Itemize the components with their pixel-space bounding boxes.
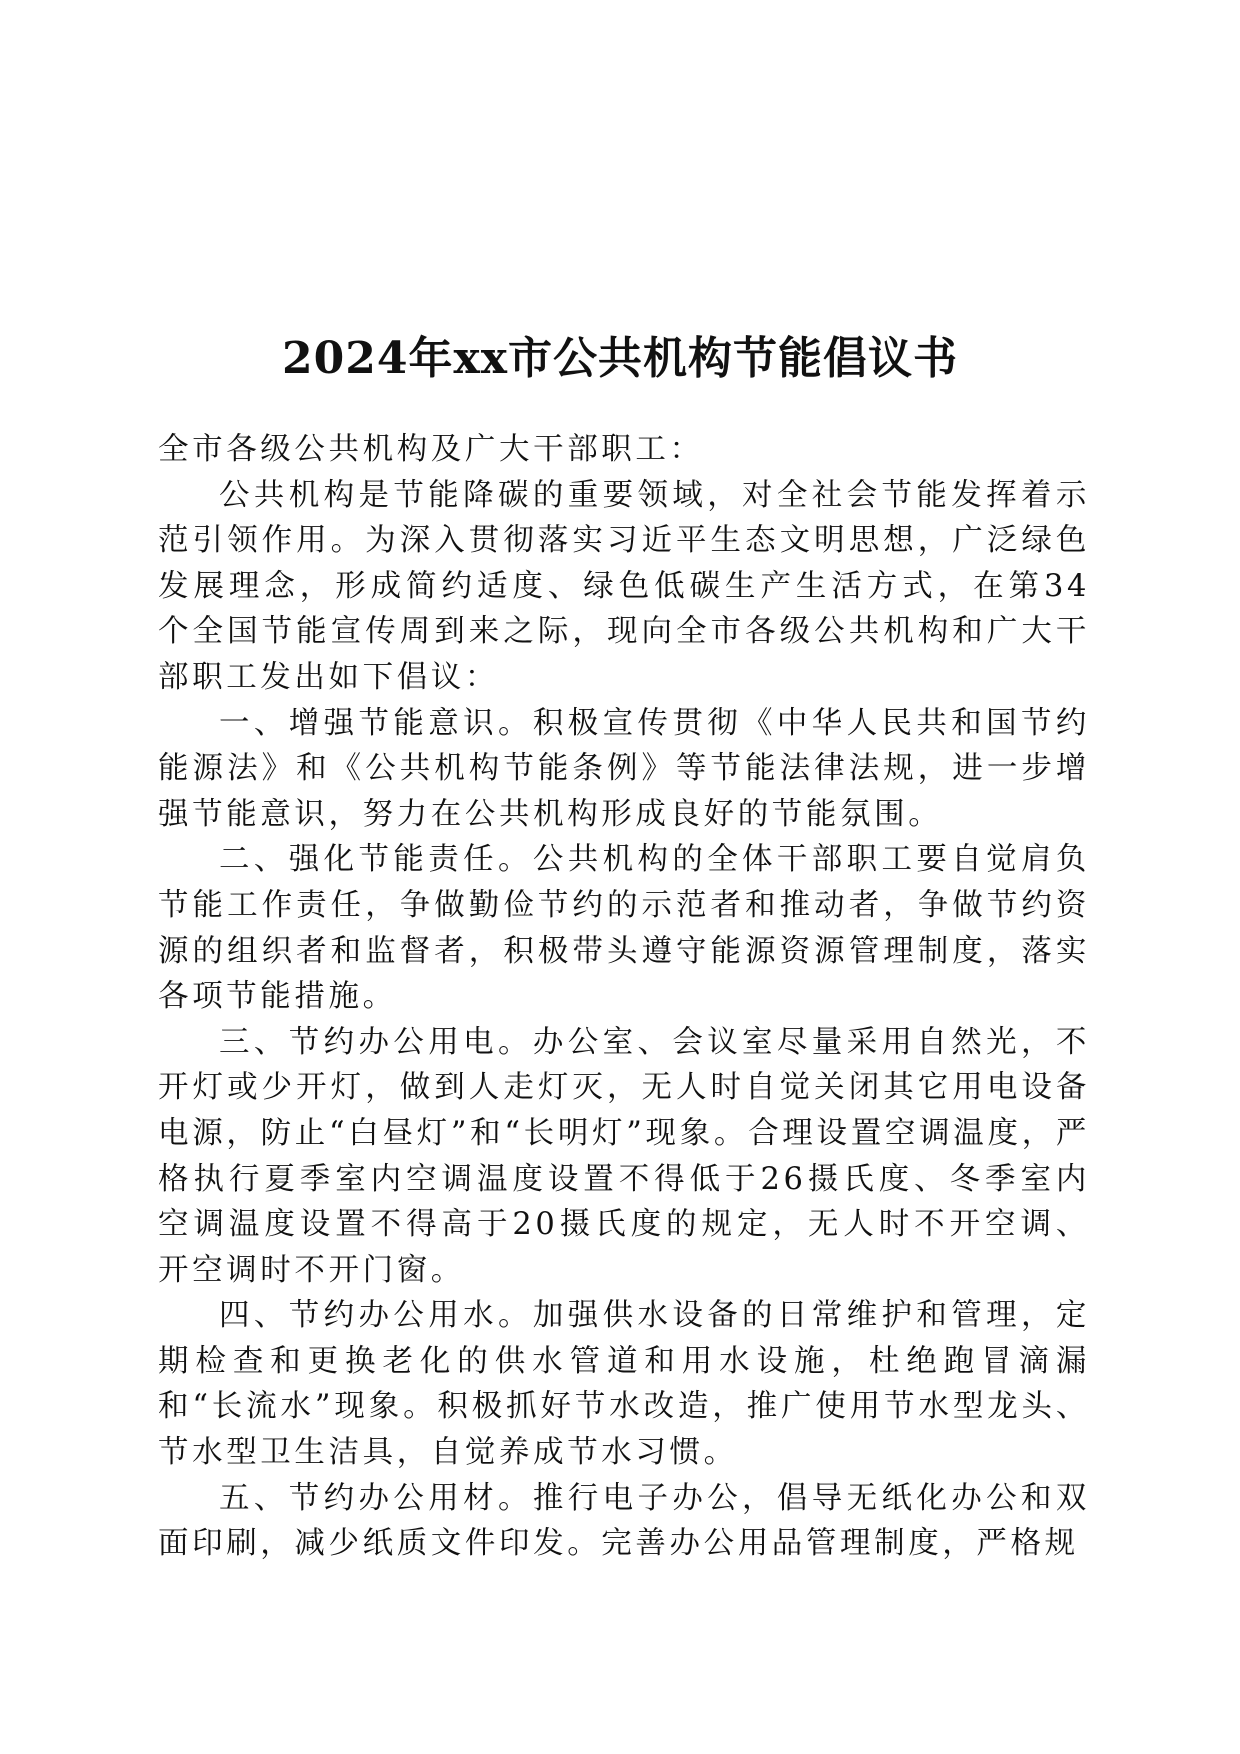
paragraph-save-electricity: 三、节约办公用电。办公室、会议室尽量采用自然光，不开灯或少开灯，做到人走灯灭，无人时自觉关闭其它用电设备电源，防止“白昼灯”和“长明灯”现象。合理设置空调温度，严格执行夏季室内空调温度设置不得低于26摄氏度、冬季室内空调温度设置不得高于20摄氏度的规定，无人时不开空调、开空调时不开门窗。	[158, 1024, 1090, 1288]
paragraph-intro: 公共机构是节能降碳的重要领域，对全社会节能发挥着示范引领作用。为深入贯彻落实习近平生态文明思想，广泛绿色发展理念，形成简约适度、绿色低碳生产生活方式，在第34个全国节能宣传周到来之际，现向全市各级公共机构和广大干部职工发出如下倡议：	[158, 477, 1090, 695]
salutation: 全市各级公共机构及广大干部职工：	[158, 432, 704, 467]
paragraph-energy-awareness: 一、增强节能意识。积极宣传贯彻《中华人民共和国节约能源法》和《公共机构节能条例》等节能法律法规，进一步增强节能意识，努力在公共机构形成良好的节能氛围。	[158, 705, 1090, 832]
paragraph-save-water: 四、节约办公用水。加强供水设备的日常维护和管理，定期检查和更换老化的供水管道和用水设施，杜绝跑冒滴漏和“长流水”现象。积极抓好节水改造，推广使用节水型龙头、节水型卫生洁具，自觉养成节水习惯。	[158, 1298, 1090, 1471]
document-title: 2024年xx市公共机构节能倡议书	[282, 333, 958, 385]
paragraph-energy-responsibility: 二、强化节能责任。公共机构的全体干部职工要自觉肩负节能工作责任，争做勤俭节约的示范者和推动者，争做节约资源的组织者和监督者，积极带头遵守能源资源管理制度，落实各项节能措施。	[158, 842, 1090, 1015]
document-body	[158, 427, 1090, 1567]
paragraph-save-materials: 五、节约办公用材。推行电子办公，倡导无纸化办公和双面印刷，减少纸质文件印发。完善办公用品管理制度，严格规	[158, 1480, 1090, 1562]
